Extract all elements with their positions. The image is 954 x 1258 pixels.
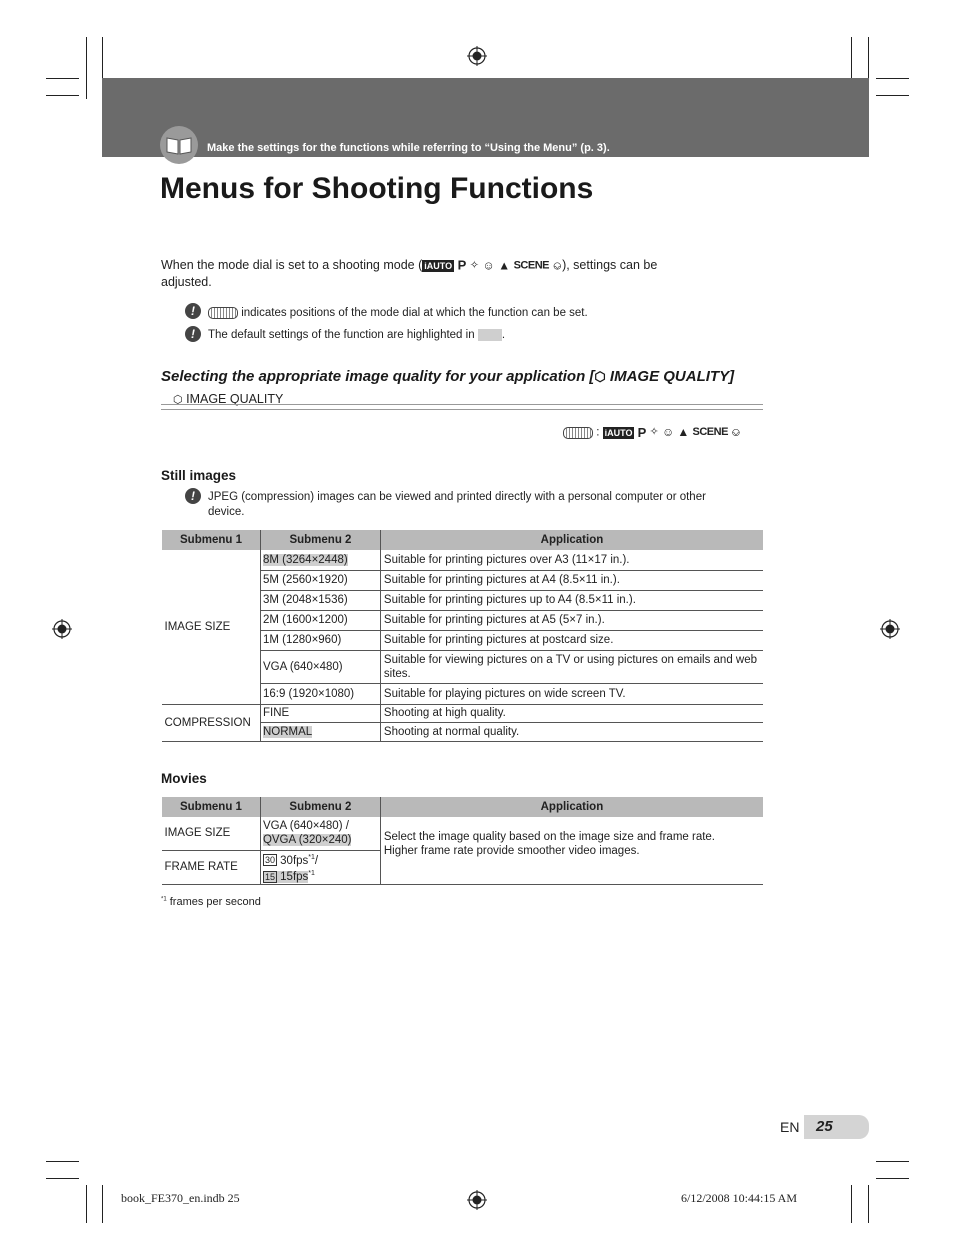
footer-timestamp: 6/12/2008 10:44:15 AM — [681, 1191, 798, 1205]
table-row — [162, 704, 764, 722]
crop-mark — [46, 95, 79, 96]
crop-mark — [46, 1178, 79, 1179]
still-images-table — [161, 530, 763, 742]
registration-mark-icon — [467, 46, 487, 66]
crop-mark — [876, 78, 909, 79]
column-header: Submenu 1 — [162, 797, 261, 817]
footnote: $^{*1}$ frames per second — [161, 896, 261, 908]
scene-mode-icon: SCENE — [692, 426, 728, 438]
still-images-heading: Still images — [161, 468, 237, 483]
program-mode-icon: P — [457, 257, 467, 273]
mode-dial-icon — [208, 307, 238, 319]
table-header-row — [162, 530, 764, 550]
submenu2-cell: VGA (640×480) — [260, 650, 380, 683]
landscape-mode-icon: ▲ — [498, 258, 511, 273]
submenu2-cell: 3M (2048×1536) — [260, 590, 380, 610]
application-cell: Suitable for printing pictures over A3 (11×17 in.). — [380, 550, 763, 570]
table-row — [162, 817, 764, 850]
application-cell: Shooting at high quality. — [380, 704, 763, 722]
application-cell: Suitable for printing pictures at A5 (5×7 in.). — [380, 610, 763, 630]
section-rule — [161, 404, 763, 410]
caution-icon: ! — [185, 326, 201, 342]
submenu2-cell: 8M (3264×2448) — [262, 553, 348, 566]
application-cell: Suitable for printing pictures at postcard size. — [380, 630, 763, 650]
crop-mark — [46, 1161, 79, 1162]
intro-text: adjusted. — [161, 274, 212, 289]
column-header: Application — [380, 797, 763, 817]
application-cell: Suitable for printing pictures at A4 (8.5×11 in.). — [380, 570, 763, 590]
submenu2-cell: VGA (640×480) / QVGA (320×240) — [260, 817, 380, 850]
mode-dial-icon — [563, 427, 593, 439]
submenu1-cell: IMAGE SIZE — [162, 550, 261, 704]
page-title: Menus for Shooting Functions — [160, 172, 594, 205]
book-icon — [160, 126, 198, 164]
intro-text: When the mode dial is set to a shooting mode ( — [161, 258, 423, 272]
page-number-badge — [804, 1115, 869, 1139]
movie-mode-icon: ⎉ — [552, 258, 563, 273]
highlight-swatch — [478, 329, 502, 341]
crop-mark — [86, 1185, 87, 1223]
fps30-icon: 30 — [264, 855, 275, 866]
image-quality-icon: ⬡ — [173, 394, 183, 406]
column-header: Submenu 2 — [260, 530, 380, 550]
dis-mode-icon: ✧ — [649, 426, 659, 438]
portrait-mode-icon: ☺ — [661, 425, 675, 439]
column-header: Submenu 2 — [260, 797, 380, 817]
movie-mode-icon: ⎉ — [731, 425, 741, 439]
movies-heading: Movies — [161, 771, 207, 786]
column-header: Application — [380, 530, 763, 550]
portrait-mode-icon: ☺ — [482, 258, 495, 273]
dis-mode-icon: ✧ — [469, 259, 479, 272]
submenu1-cell: IMAGE SIZE — [162, 817, 261, 850]
crop-mark — [876, 95, 909, 96]
iauto-mode-icon: iAUTO — [604, 427, 633, 438]
fps15-icon: 15 — [264, 872, 275, 883]
crop-mark — [876, 1178, 909, 1179]
column-header: Submenu 1 — [162, 530, 261, 550]
application-cell: Select the image quality based on the image size and frame rate. Higher frame rate provide smoother video images. — [380, 817, 763, 885]
submenu1-cell: FRAME RATE — [162, 850, 261, 885]
submenu2-cell: 30 30fps$^{*1}$/ 15 15fps$^{*1}$ — [260, 850, 380, 885]
menu-path: ⬡ IMAGE QUALITY — [173, 392, 284, 406]
available-modes: : iAUTO P ✧ ☺ ▲ SCENE ⎉ — [563, 425, 741, 441]
movies-table — [161, 797, 763, 885]
submenu2-cell: FINE — [260, 704, 380, 722]
crop-mark — [851, 1185, 852, 1223]
intro-paragraph — [161, 257, 771, 290]
application-cell: Shooting at normal quality. — [380, 722, 763, 741]
landscape-mode-icon: ▲ — [677, 425, 690, 439]
registration-mark-icon — [880, 619, 900, 639]
submenu2-cell: NORMAL — [262, 725, 313, 738]
submenu2-cell: 5M (2560×1920) — [260, 570, 380, 590]
section-title: Selecting the appropriate image quality for your application [⬡ IMAGE QUALITY] — [161, 368, 735, 385]
crop-mark — [86, 37, 87, 99]
submenu2-cell: 2M (1600×1200) — [260, 610, 380, 630]
crop-mark — [46, 78, 79, 79]
application-cell: Suitable for printing pictures up to A4 (8.5×11 in.). — [380, 590, 763, 610]
footer-file: book_FE370_en.indb 25 — [121, 1191, 240, 1205]
caution-icon: ! — [185, 488, 201, 504]
iauto-mode-icon: iAUTO — [424, 260, 453, 271]
page-language: EN — [780, 1119, 800, 1135]
table-header-row — [162, 797, 764, 817]
caution-icon: ! — [185, 303, 201, 319]
submenu2-cell: 16:9 (1920×1080) — [260, 683, 380, 704]
program-mode-icon: P — [637, 425, 647, 440]
submenu1-cell: COMPRESSION — [162, 704, 261, 741]
intro-text: ), settings can be — [562, 258, 658, 272]
header-tip: Make the settings for the functions while referring to “Using the Menu” (p. 3). — [207, 142, 610, 154]
crop-mark — [102, 1185, 103, 1223]
note-default-highlight: The default settings of the function are highlighted in . — [208, 329, 506, 341]
crop-mark — [876, 1161, 909, 1162]
application-cell: Suitable for playing pictures on wide screen TV. — [380, 683, 763, 704]
registration-mark-icon — [467, 1190, 487, 1210]
application-cell: Suitable for viewing pictures on a TV or using pictures on emails and web sites. — [380, 650, 763, 683]
note-mode-dial: indicates positions of the mode dial at which the function can be set. — [208, 306, 588, 321]
still-note: JPEG (compression) images can be viewed and printed directly with a personal computer or other device. — [208, 491, 706, 518]
submenu2-cell: 1M (1280×960) — [260, 630, 380, 650]
image-quality-icon: ⬡ — [594, 369, 606, 384]
registration-mark-icon — [52, 619, 72, 639]
table-row — [162, 550, 764, 570]
page-number: 25 — [816, 1118, 833, 1135]
scene-mode-icon: SCENE — [513, 259, 549, 272]
crop-mark — [868, 1185, 869, 1223]
